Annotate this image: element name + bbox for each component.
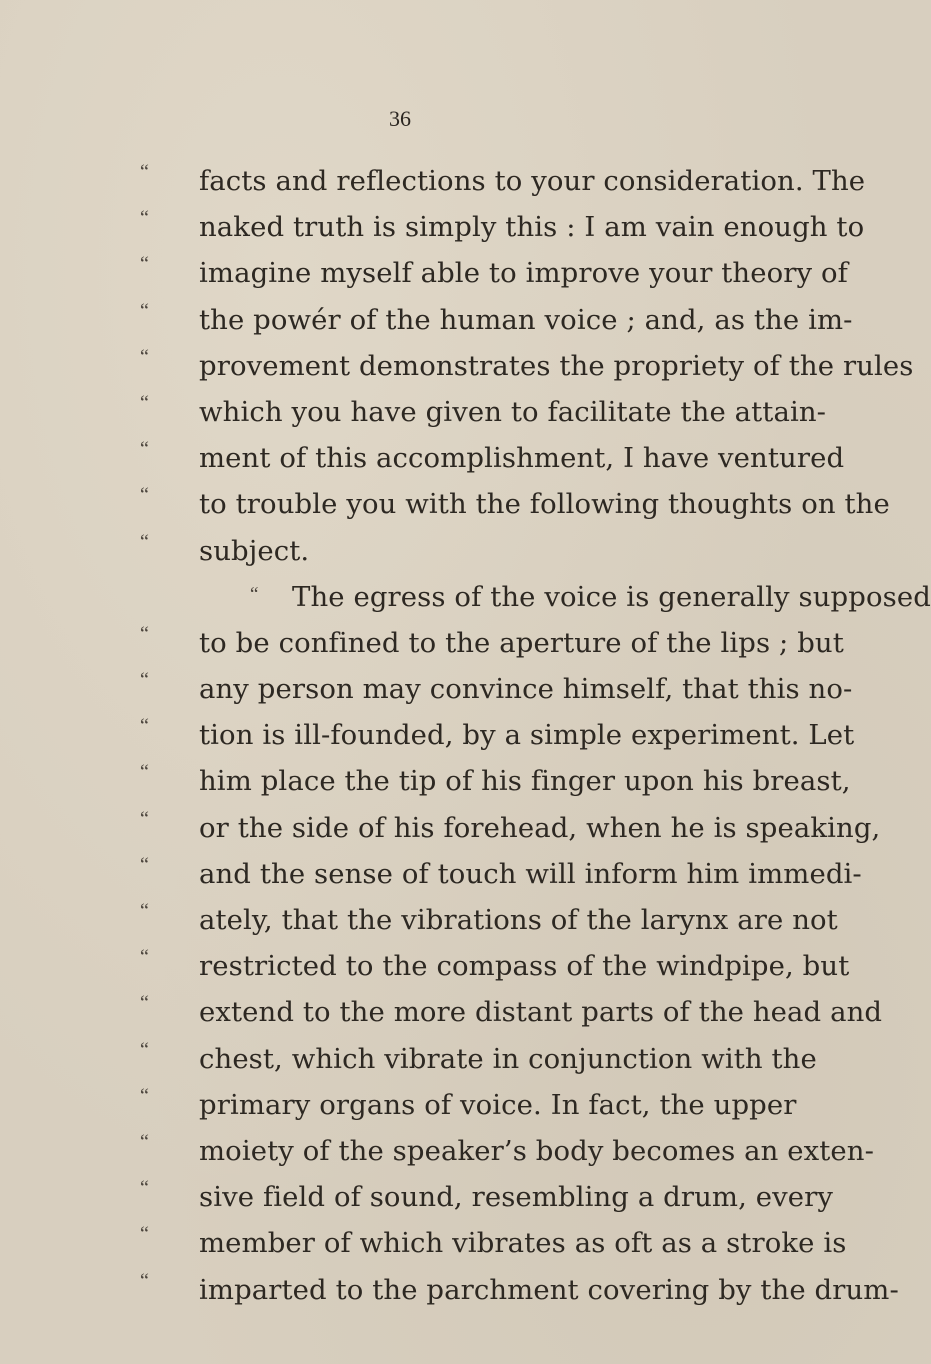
line-text: the powér of the human voice ; and, as the im-	[199, 303, 853, 336]
quote-mark: “	[140, 1130, 149, 1153]
text-line	[140, 481, 890, 527]
line-text: chest, which vibrate in conjunction with the	[199, 1042, 817, 1075]
quote-mark: “	[140, 1084, 149, 1107]
quote-mark: “	[140, 1038, 149, 1061]
quote-mark: “	[140, 853, 149, 876]
body-text	[140, 158, 931, 1313]
text-line	[140, 528, 770, 574]
text-line	[140, 943, 850, 989]
quote-mark: “	[140, 807, 149, 830]
quote-mark: “	[250, 583, 259, 605]
line-text: ment of this accomplishment, I have ventured	[199, 442, 845, 475]
text-line	[140, 805, 881, 851]
line-text: imagine myself able to improve your theory of	[199, 257, 848, 290]
text-line	[140, 758, 851, 804]
text-line	[140, 1220, 847, 1266]
text-line	[140, 1082, 797, 1128]
line-text: and the sense of touch will inform him immedi-	[199, 857, 862, 890]
line-text: restricted to the compass of the windpipe, but	[199, 950, 850, 983]
quote-mark: “	[140, 761, 149, 784]
quote-mark: “	[140, 1269, 149, 1292]
quote-mark: “	[140, 207, 149, 230]
text-line	[140, 158, 866, 204]
line-text: naked truth is simply this : I am vain enough to	[199, 211, 865, 244]
quote-mark: “	[140, 900, 149, 922]
text-line	[140, 712, 855, 758]
quote-mark: “	[140, 299, 149, 322]
line-text: primary organs of voice. In fact, the upper	[199, 1088, 797, 1121]
text-line	[140, 897, 838, 943]
text-line	[140, 297, 853, 343]
quote-mark: “	[140, 622, 149, 645]
page-number: 36	[389, 106, 411, 131]
text-line	[140, 435, 845, 481]
line-text: him place the tip of his finger upon his breast,	[199, 765, 851, 798]
line-text: sive field of sound, resembling a drum, every	[199, 1181, 834, 1214]
quote-mark: “	[140, 669, 149, 692]
text-line	[140, 1036, 817, 1082]
quote-mark: “	[140, 438, 149, 461]
quote-mark: “	[140, 161, 149, 183]
text-line	[140, 666, 853, 712]
line-text: The egress of the voice is generally supposed	[292, 580, 931, 613]
text-line	[140, 1174, 834, 1220]
text-line	[140, 250, 848, 296]
quote-mark: “	[140, 1177, 149, 1200]
text-line	[140, 204, 865, 250]
line-text: which you have given to facilitate the attain-	[199, 395, 827, 428]
text-line	[140, 1267, 899, 1313]
quote-mark: “	[140, 715, 149, 738]
quote-mark: “	[140, 484, 149, 507]
text-line	[140, 620, 844, 666]
line-text: subject.	[199, 534, 310, 567]
quote-mark: “	[140, 530, 149, 553]
line-text: ately, that the vibrations of the larynx are not	[199, 904, 838, 936]
line-text: or the side of his forehead, when he is speaking,	[199, 811, 881, 844]
line-text: tion is ill-founded, by a simple experiment. Let	[199, 719, 855, 752]
text-line	[140, 851, 862, 897]
paragraph-start-line	[140, 574, 931, 620]
quote-mark: “	[140, 946, 149, 969]
line-text: extend to the more distant parts of the head and	[199, 996, 883, 1029]
line-text: any person may convince himself, that this no-	[199, 673, 853, 706]
text-line	[140, 989, 883, 1035]
text-line	[140, 343, 914, 389]
line-text: member of which vibrates as oft as a stroke is	[199, 1227, 847, 1260]
text-line	[140, 1128, 874, 1174]
quote-mark: “	[140, 253, 149, 276]
quote-mark: “	[140, 992, 149, 1015]
line-text: provement demonstrates the propriety of the rules	[199, 349, 914, 382]
line-text: facts and reflections to your consideration. The	[199, 165, 866, 197]
text-line	[140, 389, 827, 435]
quote-mark: “	[140, 345, 149, 368]
line-text: to be confined to the aperture of the lips ; but	[199, 626, 844, 659]
quote-mark: “	[140, 1223, 149, 1246]
line-text: imparted to the parchment covering by the drum-	[199, 1273, 899, 1306]
line-text: moiety of the speaker’s body becomes an exten-	[199, 1134, 874, 1167]
line-text: to trouble you with the following thoughts on the	[199, 488, 890, 521]
quote-mark: “	[140, 391, 149, 414]
